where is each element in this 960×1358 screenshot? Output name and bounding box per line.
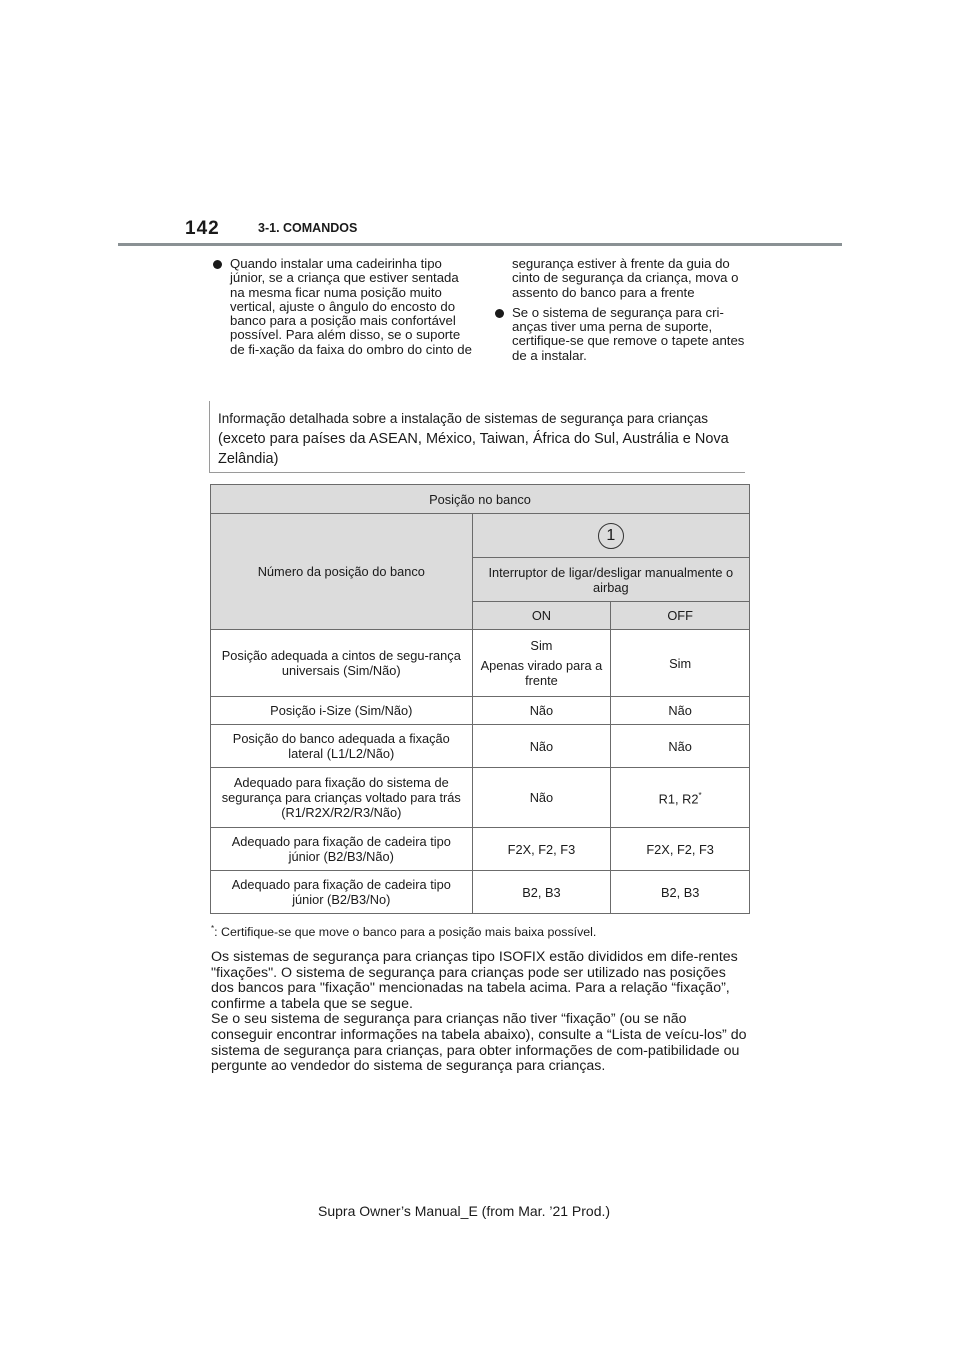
- row-on-value: B2, B3: [472, 871, 611, 914]
- paragraph-2: Se o seu sistema de segurança para crianças não tiver “fixação” (ou se não conseguir encontrar informações na tabela abaixo), consulte a “Lista de veícu-los” do sistema de segurança para crianças, para obter informações de com-patibilidade ou pergunte ao vendedor do sistema de segurança para crianças.: [211, 1011, 747, 1075]
- table-row: [211, 697, 750, 725]
- table-row: [211, 725, 750, 768]
- row-on-value: Não: [472, 768, 611, 828]
- table-row: [211, 630, 750, 697]
- info-box-subtitle: (exceto para países da ASEAN, México, Taiwan, África do Sul, Austrália e Nova Zelândia): [218, 431, 729, 467]
- table-header-title: Posição no banco: [211, 485, 750, 514]
- row-off-text: R1, R2: [658, 791, 699, 807]
- header-divider: [118, 243, 842, 246]
- page-footer: Supra Owner’s Manual_E (from Mar. ’21 Prod.): [318, 1203, 611, 1219]
- row-off-value: F2X, F2, F3: [611, 828, 750, 871]
- seat-number-badge: 1: [598, 523, 624, 549]
- bullet-dot-icon: [495, 309, 504, 318]
- row-label: Posição adequada a cintos de segu-rança universais (Sim/Não): [211, 630, 473, 697]
- row-off-value: Não: [611, 725, 750, 768]
- footnote-mark: *: [698, 791, 702, 801]
- seat-number-label: Número da posição do banco: [211, 514, 473, 630]
- bullet-text: Quando instalar uma cadeirinha tipo júnior, se a criança que estiver sentada na mesma ficar numa posição muito vertical, ajuste o ângulo do encosto do banco para a posição mais confortável possível. Para além disso, se o suporte de fi-xação da faixa do ombro do cinto de: [230, 256, 472, 357]
- bullet-item: [493, 306, 755, 363]
- table-row: [211, 828, 750, 871]
- row-off-value: Não: [611, 697, 750, 725]
- footnote-text: : Certifique-se que move o banco para a posição mais baixa possível.: [214, 925, 597, 940]
- body-paragraph: [211, 950, 751, 1075]
- row-off-value: [611, 768, 750, 828]
- section-title: 3-1. COMANDOS: [258, 221, 358, 235]
- right-column: [493, 257, 755, 369]
- info-box: [209, 401, 745, 473]
- row-label: Adequado para fixação do sistema de segurança para crianças voltado para trás (R1/R2X/R2/R3/Não): [211, 768, 473, 828]
- row-label: Adequado para fixação de cadeira tipo júnior (B2/B3/Não): [211, 828, 473, 871]
- row-on-value: F2X, F2, F3: [472, 828, 611, 871]
- page-number: 142: [185, 218, 220, 239]
- paragraph-1: Os sistemas de segurança para crianças tipo ISOFIX estão divididos em dife-rentes "fixações". O sistema de segurança para crianças pode ser utilizado nas posições dos bancos para "fixação" mencionadas na tabela acima. Para a relação “fixação”, confirme a tabela que se segue.: [211, 949, 738, 1012]
- on-header: ON: [472, 602, 611, 630]
- row-off-value: Sim: [611, 630, 750, 697]
- info-box-title: Informação detalhada sobre a instalação de sistemas de segurança para crianças: [218, 411, 709, 426]
- row-label: Adequado para fixação de cadeira tipo júnior (B2/B3/No): [211, 871, 473, 914]
- footnote-mark: *: [211, 924, 215, 933]
- row-on-line1: Sim: [530, 638, 553, 653]
- footnote: [211, 924, 596, 939]
- airbag-switch-label: Interruptor de ligar/desligar manualmente o airbag: [472, 558, 749, 602]
- row-on-value: Não: [472, 697, 611, 725]
- off-header: OFF: [611, 602, 750, 630]
- row-label: Posição do banco adequada a fixação lateral (L1/L2/Não): [211, 725, 473, 768]
- row-label: Posição i-Size (Sim/Não): [211, 697, 473, 725]
- left-column: [211, 257, 476, 363]
- bullet-item: [211, 257, 476, 357]
- table-row: [211, 871, 750, 914]
- table-row: [211, 768, 750, 828]
- seat-number-cell: [472, 514, 749, 558]
- row-off-value: B2, B3: [611, 871, 750, 914]
- row-on-value: [472, 630, 611, 697]
- row-on-line2: Apenas virado para a frente: [480, 658, 603, 688]
- row-on-value: Não: [472, 725, 611, 768]
- seat-position-table: [210, 484, 750, 914]
- bullet-dot-icon: [213, 260, 222, 269]
- bullet-text: Se o sistema de segurança para cri-anças tiver uma perna de suporte, certifique-se que remove o tapete antes de a instalar.: [512, 304, 745, 363]
- bullet-continuation: segurança estiver à frente da guia do cinto de segurança da criança, mova o assento do banco para a frente: [512, 256, 739, 300]
